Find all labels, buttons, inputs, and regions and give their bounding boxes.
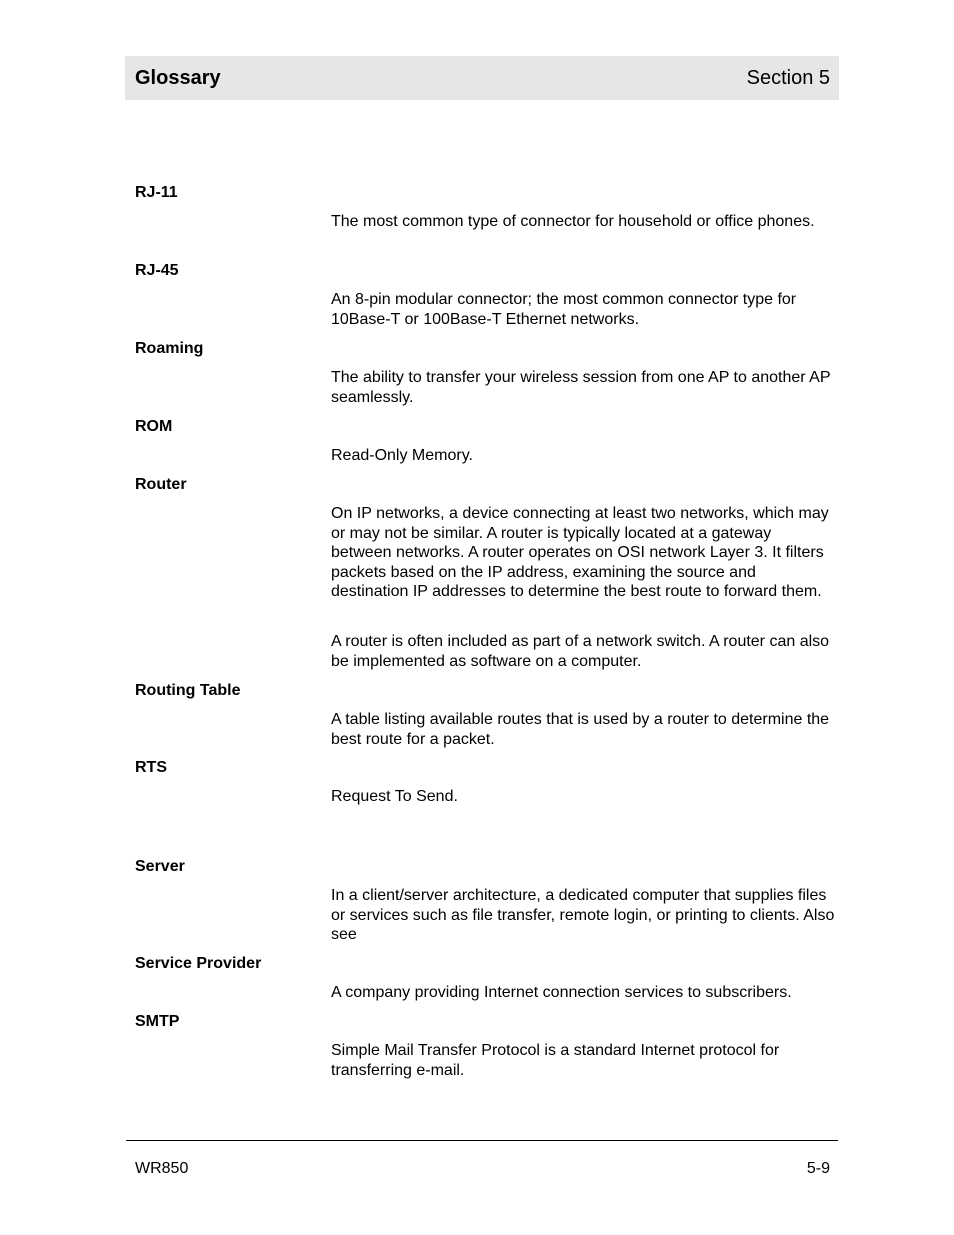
glossary-term-rts: RTS: [135, 759, 167, 776]
glossary-term-rj-45: RJ-45: [135, 262, 179, 279]
header-section: Section 5: [746, 67, 830, 89]
glossary-definition-smtp: Simple Mail Transfer Protocol is a standard Internet protocol for transferring e-mail.: [331, 1042, 780, 1079]
header-title: Glossary: [135, 67, 221, 89]
footer-model: WR850: [135, 1160, 189, 1177]
glossary-definition-server: In a client/server architecture, a dedicated computer that supplies files or services such as file transfer, remote login, or printing to clients. Also see: [331, 887, 835, 944]
glossary-definition-rts: Request To Send.: [331, 788, 458, 805]
glossary-definition-service-provider: A company providing Internet connection services to subscribers.: [331, 984, 792, 1001]
glossary-term-routing-table: Routing Table: [135, 682, 241, 699]
glossary-definition-routing-table: A table listing available routes that is used by a router to determine the best route for a packet.: [331, 711, 830, 748]
glossary-term-rj-11: RJ-11: [135, 184, 178, 201]
glossary-definition-router-1: On IP networks, a device connecting at least two networks, which may or may not be similar. A router is typically located at a gateway between networks. A router operates on OSI network Layer 3. It filters packets based on the IP address, examining the source and destination IP addresses to determine the best route to forward them.: [331, 505, 829, 601]
glossary-definition-roaming: The ability to transfer your wireless session from one AP to another AP seamlessly.: [331, 369, 831, 406]
glossary-term-smtp: SMTP: [135, 1013, 180, 1030]
page-header: [125, 56, 839, 100]
glossary-definition-rj-11: The most common type of connector for household or office phones.: [331, 213, 815, 230]
glossary-term-service-provider: Service Provider: [135, 955, 262, 972]
glossary-definition-rom: Read-Only Memory.: [331, 447, 473, 464]
glossary-term-router: Router: [135, 476, 187, 493]
footer-divider: [126, 1140, 838, 1141]
glossary-term-roaming: Roaming: [135, 340, 204, 357]
glossary-definition-router-2: A router is often included as part of a network switch. A router can also be implemented as software on a computer.: [331, 633, 830, 670]
glossary-term-rom: ROM: [135, 418, 173, 435]
glossary-definition-rj-45: An 8-pin modular connector; the most common connector type for 10Base-T or 100Base-T Ethernet networks.: [331, 291, 797, 328]
footer-page-number: 5-9: [806, 1160, 830, 1177]
glossary-term-server: Server: [135, 858, 185, 875]
